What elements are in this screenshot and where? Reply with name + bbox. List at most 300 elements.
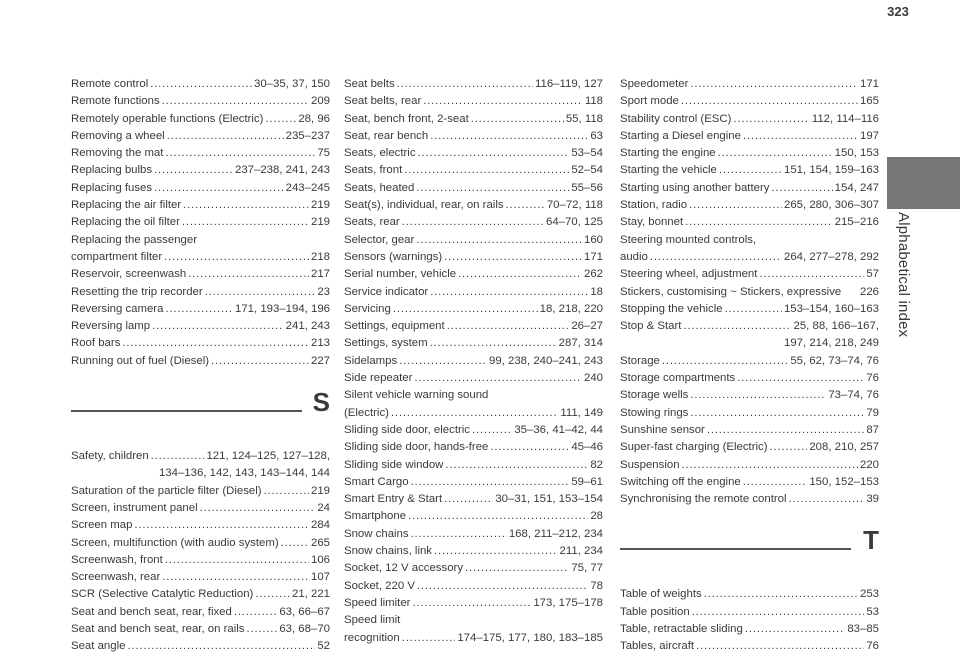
entry-line xyxy=(344,353,603,370)
entry-pages: 150, 153 xyxy=(834,147,879,160)
entry-pages-continued: 134–136, 142, 143, 143–144, 144 xyxy=(158,467,330,480)
entry-line xyxy=(344,560,603,577)
entry-pages: 30–31, 151, 153–154 xyxy=(495,493,603,506)
entry-line xyxy=(344,508,603,525)
index-entry xyxy=(71,517,330,534)
entry-pages: 174–175, 177, 180, 183–185 xyxy=(457,631,603,644)
entry-line xyxy=(344,111,603,128)
entry-term: Speed limit xyxy=(344,614,401,627)
entry-term: Replacing bulbs xyxy=(71,164,153,177)
index-entry xyxy=(71,232,330,267)
entry-pages: 226 xyxy=(859,285,879,298)
entry-pages: 70–72, 118 xyxy=(546,199,603,212)
entry-pages: 28, 96 xyxy=(298,112,330,125)
index-entry xyxy=(71,128,330,145)
entry-line xyxy=(344,266,603,283)
entry-line xyxy=(71,552,330,569)
entry-term: Snow chains xyxy=(344,527,409,540)
dot-leader xyxy=(683,318,791,335)
dot-leader xyxy=(682,457,858,474)
entry-line xyxy=(344,214,603,231)
dot-leader xyxy=(444,249,582,266)
entry-term: Saturation of the particle filter (Diesel) xyxy=(71,484,262,497)
section-divider xyxy=(620,548,851,550)
index-entry xyxy=(620,76,879,93)
dot-leader xyxy=(200,500,316,517)
entry-term: Screen map xyxy=(71,519,133,532)
index-entry xyxy=(344,162,603,179)
entry-line xyxy=(620,318,879,335)
index-entry xyxy=(71,535,330,552)
entry-pages: 265, 280, 306–307 xyxy=(783,199,879,212)
entry-term: Replacing the passenger xyxy=(71,233,198,246)
dot-leader xyxy=(445,457,588,474)
entry-line xyxy=(620,128,879,145)
entry-pages: 165 xyxy=(859,95,879,108)
entry-term: Starting a Diesel engine xyxy=(620,129,741,142)
entry-term: Seats, rear xyxy=(344,216,400,229)
dot-leader xyxy=(402,630,456,647)
dot-leader xyxy=(165,145,315,162)
entry-pages: 211, 234 xyxy=(559,545,603,558)
index-entry xyxy=(344,197,603,214)
entry-term: Stowing rings xyxy=(620,406,689,419)
dot-leader xyxy=(247,621,278,638)
index-entry xyxy=(620,439,879,456)
dot-leader xyxy=(418,145,570,162)
dot-leader xyxy=(393,301,538,318)
dot-leader xyxy=(689,197,782,214)
entry-term: Stopping the vehicle xyxy=(620,302,723,315)
entry-line xyxy=(620,387,879,404)
entry-line xyxy=(620,266,879,283)
entry-line xyxy=(620,638,879,655)
dot-leader xyxy=(707,422,864,439)
entry-pages: 52 xyxy=(317,640,330,653)
entry-term: Roof bars xyxy=(71,337,121,350)
entry-pages: 106 xyxy=(310,553,330,566)
index-entry xyxy=(344,214,603,231)
entry-line xyxy=(71,335,330,352)
entry-pages: 153–154, 160–163 xyxy=(783,302,879,315)
entry-term: Steering mounted controls, xyxy=(620,233,757,246)
dot-leader xyxy=(685,214,833,231)
entry-term: Sunshine sensor xyxy=(620,423,705,436)
entry-line xyxy=(71,145,330,162)
entry-term: Starting using another battery xyxy=(620,181,770,194)
dot-leader xyxy=(662,353,788,370)
entry-term: Stickers, customising ~ Stickers, expressive xyxy=(620,285,842,298)
dot-leader xyxy=(411,526,507,543)
index-entry xyxy=(71,162,330,179)
entry-line xyxy=(344,543,603,560)
index-entry xyxy=(71,586,330,603)
entry-line xyxy=(71,569,330,586)
entry-line xyxy=(71,180,330,197)
dot-leader xyxy=(490,439,569,456)
index-entry xyxy=(620,162,879,179)
entry-line xyxy=(344,318,603,335)
entry-term: Storage xyxy=(620,354,660,367)
entry-line xyxy=(344,301,603,318)
index-entry xyxy=(620,405,879,422)
index-entry xyxy=(620,638,879,655)
entry-term: Storage wells xyxy=(620,389,689,402)
entry-line xyxy=(71,111,330,128)
entry-term: Screenwash, front xyxy=(71,553,163,566)
entry-pages: 87 xyxy=(866,423,879,436)
index-entry xyxy=(71,284,330,301)
entry-line xyxy=(620,370,879,387)
entry-line xyxy=(71,197,330,214)
entry-pages: 235–237 xyxy=(285,129,330,142)
index-entry xyxy=(344,145,603,162)
entry-pages: 55, 118 xyxy=(565,112,603,125)
entry-pages: 264, 277–278, 292 xyxy=(783,250,879,263)
entry-line xyxy=(620,214,879,231)
entry-line xyxy=(344,491,603,508)
dot-leader xyxy=(265,111,296,128)
index-entry xyxy=(620,457,879,474)
entry-line xyxy=(620,284,879,301)
index-entry xyxy=(620,93,879,110)
entry-line xyxy=(344,474,603,491)
index-entry xyxy=(620,232,879,267)
entry-line xyxy=(71,232,330,249)
index-entry xyxy=(344,111,603,128)
entry-term: Stop & Start xyxy=(620,320,682,333)
entry-pages: 53–54 xyxy=(571,147,603,160)
entry-term: Reversing lamp xyxy=(71,320,151,333)
entry-term: Servicing xyxy=(344,302,391,315)
entry-pages: 75, 77 xyxy=(571,562,603,575)
entry-pages: 107 xyxy=(310,571,330,584)
entry-pages: 213 xyxy=(310,337,330,350)
dot-leader xyxy=(134,517,309,534)
index-entry xyxy=(71,569,330,586)
entry-pages: 35–36, 41–42, 44 xyxy=(514,423,603,436)
entry-term: Replacing the oil filter xyxy=(71,216,180,229)
entry-term: Screenwash, rear xyxy=(71,571,161,584)
entry-term: Resetting the trip recorder xyxy=(71,285,203,298)
entry-term: Synchronising the remote control xyxy=(620,493,787,506)
entry-term: Seat and bench seat, rear, on rails xyxy=(71,623,245,636)
index-entry xyxy=(620,145,879,162)
entry-pages: 220 xyxy=(859,458,879,471)
dot-leader xyxy=(416,180,569,197)
entry-line xyxy=(344,439,603,456)
index-entry xyxy=(620,128,879,145)
entry-line xyxy=(344,387,603,404)
index-entry xyxy=(344,439,603,456)
index-entry xyxy=(620,318,879,353)
entry-term: Seat(s), individual, rear, on rails xyxy=(344,199,504,212)
index-entry xyxy=(620,180,879,197)
index-entry xyxy=(71,483,330,500)
index-entry xyxy=(620,491,879,508)
dot-leader xyxy=(264,483,309,500)
entry-line xyxy=(71,586,330,603)
entry-term: Station, radio xyxy=(620,199,688,212)
entry-pages: 197 xyxy=(859,129,879,142)
entry-line xyxy=(71,249,330,266)
entry-term: Removing a wheel xyxy=(71,129,165,142)
dot-leader xyxy=(434,543,557,560)
entry-term: Table position xyxy=(620,605,690,618)
entry-line xyxy=(620,405,879,422)
entry-pages: 243–245 xyxy=(285,181,330,194)
dot-leader xyxy=(771,180,832,197)
entry-term: Remotely operable functions (Electric) xyxy=(71,112,264,125)
section-header xyxy=(620,520,879,578)
index-entry xyxy=(620,474,879,491)
index-entry xyxy=(344,76,603,93)
entry-pages: 168, 211–212, 234 xyxy=(508,527,603,540)
entry-term: Replacing the air filter xyxy=(71,199,182,212)
index-entry xyxy=(71,214,330,231)
dot-leader xyxy=(770,439,808,456)
entry-line xyxy=(620,76,879,93)
entry-term: Smart Cargo xyxy=(344,475,409,488)
dot-leader xyxy=(471,111,564,128)
index-entry xyxy=(71,197,330,214)
entry-line xyxy=(71,128,330,145)
entry-term: Remote functions xyxy=(71,95,160,108)
index-entry xyxy=(71,335,330,352)
index-entry xyxy=(71,145,330,162)
entry-pages: 218 xyxy=(310,250,330,263)
dot-leader xyxy=(255,586,290,603)
entry-term: Steering wheel, adjustment xyxy=(620,268,758,281)
dot-leader xyxy=(430,128,588,145)
entry-pages: 160 xyxy=(583,233,603,246)
entry-line xyxy=(344,232,603,249)
index-entry xyxy=(620,370,879,387)
entry-pages: 53 xyxy=(866,605,879,618)
entry-term: Stability control (ESC) xyxy=(620,112,732,125)
index-column-2 xyxy=(344,76,603,647)
entry-term: Speedometer xyxy=(620,78,689,90)
entry-line xyxy=(344,405,603,422)
entry-term: Safety, children xyxy=(71,450,149,463)
entry-line xyxy=(344,595,603,612)
entry-term: Side repeater xyxy=(344,372,413,385)
entry-term: Speed limiter xyxy=(344,596,411,609)
dot-leader xyxy=(162,569,309,586)
entry-pages: 151, 154, 159–163 xyxy=(783,164,879,177)
entry-term: Serial number, vehicle xyxy=(344,268,457,281)
entry-pages: 284 xyxy=(310,519,330,532)
index-entry xyxy=(620,111,879,128)
section-label: Alphabetical index xyxy=(895,212,912,338)
entry-term: Table of weights xyxy=(620,588,702,601)
entry-line xyxy=(71,517,330,534)
entry-term: Seat, bench front, 2-seat xyxy=(344,112,469,125)
index-entry xyxy=(344,353,603,370)
entry-line xyxy=(344,76,603,93)
entry-line xyxy=(620,301,879,318)
entry-pages: 150, 152–153 xyxy=(809,475,879,488)
entry-term: Screen, instrument panel xyxy=(71,501,198,514)
entry-pages: 78 xyxy=(590,579,603,592)
entry-line xyxy=(71,93,330,110)
entry-pages: 63, 66–67 xyxy=(279,605,330,618)
index-entry xyxy=(71,638,330,655)
index-entry xyxy=(344,249,603,266)
dot-leader xyxy=(167,128,284,145)
index-entry xyxy=(344,128,603,145)
index-column-3 xyxy=(620,76,879,656)
entry-pages: 21, 221 xyxy=(291,588,330,601)
entry-pages: 217 xyxy=(310,268,330,281)
dot-leader xyxy=(183,197,309,214)
dot-leader xyxy=(411,474,570,491)
entry-pages: 76 xyxy=(866,640,879,653)
entry-pages: 39 xyxy=(866,493,879,506)
entry-term: Sliding side door, electric xyxy=(344,423,470,436)
dot-leader xyxy=(416,232,582,249)
dot-leader xyxy=(718,145,833,162)
entry-term: Stay, bonnet xyxy=(620,216,684,229)
index-entry xyxy=(344,543,603,560)
entry-pages: 76 xyxy=(866,372,879,385)
entry-line xyxy=(344,128,603,145)
index-entry xyxy=(620,301,879,318)
entry-line xyxy=(620,422,879,439)
dot-leader xyxy=(397,76,533,93)
dot-leader xyxy=(402,214,544,231)
dot-leader xyxy=(414,370,582,387)
section-letter: T xyxy=(863,525,879,556)
index-entry xyxy=(71,500,330,517)
entry-pages: 99, 238, 240–241, 243 xyxy=(488,354,603,367)
entry-line xyxy=(620,457,879,474)
entry-line xyxy=(344,162,603,179)
entry-pages: 112, 114–116 xyxy=(811,112,879,125)
entry-pages: 241, 243 xyxy=(285,320,330,333)
dot-leader xyxy=(154,180,284,197)
entry-term: Removing the mat xyxy=(71,147,164,160)
index-entry xyxy=(344,370,603,387)
entry-line xyxy=(344,93,603,110)
entry-line xyxy=(71,535,330,552)
entry-pages: 52–54 xyxy=(571,164,603,177)
entry-pages: 55, 62, 73–74, 76 xyxy=(790,354,879,367)
entry-pages: 18, 218, 220 xyxy=(539,302,603,315)
entry-line xyxy=(71,604,330,621)
entry-line xyxy=(620,180,879,197)
index-entry xyxy=(344,180,603,197)
index-entry xyxy=(344,474,603,491)
entry-line xyxy=(344,249,603,266)
dot-leader xyxy=(188,266,309,283)
entry-line xyxy=(71,318,330,335)
entry-pages: 63 xyxy=(590,129,603,142)
dot-leader xyxy=(151,448,205,465)
entry-line xyxy=(620,586,879,603)
index-entry xyxy=(71,76,330,93)
entry-line xyxy=(71,76,330,93)
index-entry xyxy=(344,526,603,543)
entry-pages: 208, 210, 257 xyxy=(809,441,879,454)
entry-line xyxy=(344,180,603,197)
entry-pages: 237–238, 241, 243 xyxy=(234,164,330,177)
dot-leader xyxy=(152,318,284,335)
entry-term: Sensors (warnings) xyxy=(344,250,443,263)
entry-pages: 262 xyxy=(583,268,603,281)
entry-pages: 24 xyxy=(317,501,330,514)
entry-line xyxy=(620,604,879,621)
entry-pages: 173, 175–178 xyxy=(533,596,603,609)
dot-leader xyxy=(182,214,309,231)
index-entry xyxy=(620,197,879,214)
section-header xyxy=(71,382,330,440)
index-entry xyxy=(71,353,330,370)
entry-line xyxy=(71,448,330,465)
dot-leader xyxy=(430,335,557,352)
entry-line xyxy=(620,197,879,214)
dot-leader xyxy=(789,491,865,508)
dot-leader xyxy=(234,604,277,621)
index-entry xyxy=(71,552,330,569)
dot-leader xyxy=(165,552,309,569)
entry-line xyxy=(344,612,603,629)
entry-pages: 121, 124–125, 127–128, xyxy=(206,450,330,463)
entry-line xyxy=(71,301,330,318)
entry-line xyxy=(620,93,879,110)
dot-leader xyxy=(122,335,309,352)
entry-pages: 26–27 xyxy=(571,320,603,333)
entry-pages: 171 xyxy=(859,78,879,90)
entry-term: Storage compartments xyxy=(620,372,736,385)
section-tab xyxy=(887,157,960,209)
entry-term: Replacing fuses xyxy=(71,181,153,194)
entry-line xyxy=(620,491,879,508)
entry-line xyxy=(344,197,603,214)
entry-term: Suspension xyxy=(620,458,680,471)
entry-pages: 287, 314 xyxy=(558,337,603,350)
entry-term: Socket, 12 V accessory xyxy=(344,562,464,575)
dot-leader xyxy=(745,621,845,638)
index-entry xyxy=(344,560,603,577)
entry-line xyxy=(344,526,603,543)
dot-leader xyxy=(743,474,808,491)
entry-pages: 116–119, 127 xyxy=(535,78,603,90)
dot-leader xyxy=(423,93,583,110)
entry-term: Settings, system xyxy=(344,337,428,350)
page-number: 323 xyxy=(887,4,909,19)
entry-term: Seat, rear bench xyxy=(344,129,429,142)
index-entry xyxy=(620,387,879,404)
entry-term: Seats, electric xyxy=(344,147,416,160)
entry-pages: 79 xyxy=(866,406,879,419)
entry-pages: 227 xyxy=(310,354,330,367)
entry-pages: 25, 88, 166–167, xyxy=(793,320,879,333)
entry-term: Seat angle xyxy=(71,640,126,653)
entry-term: Sport mode xyxy=(620,95,679,108)
entry-term: Tables, aircraft xyxy=(620,640,695,653)
entry-line xyxy=(620,145,879,162)
dot-leader xyxy=(154,162,233,179)
dot-leader xyxy=(465,560,569,577)
dot-leader xyxy=(681,93,858,110)
entry-pages: 240 xyxy=(583,372,603,385)
dot-leader xyxy=(205,284,316,301)
entry-line xyxy=(620,249,879,266)
index-entry xyxy=(71,180,330,197)
entry-line xyxy=(71,353,330,370)
entry-line xyxy=(71,483,330,500)
